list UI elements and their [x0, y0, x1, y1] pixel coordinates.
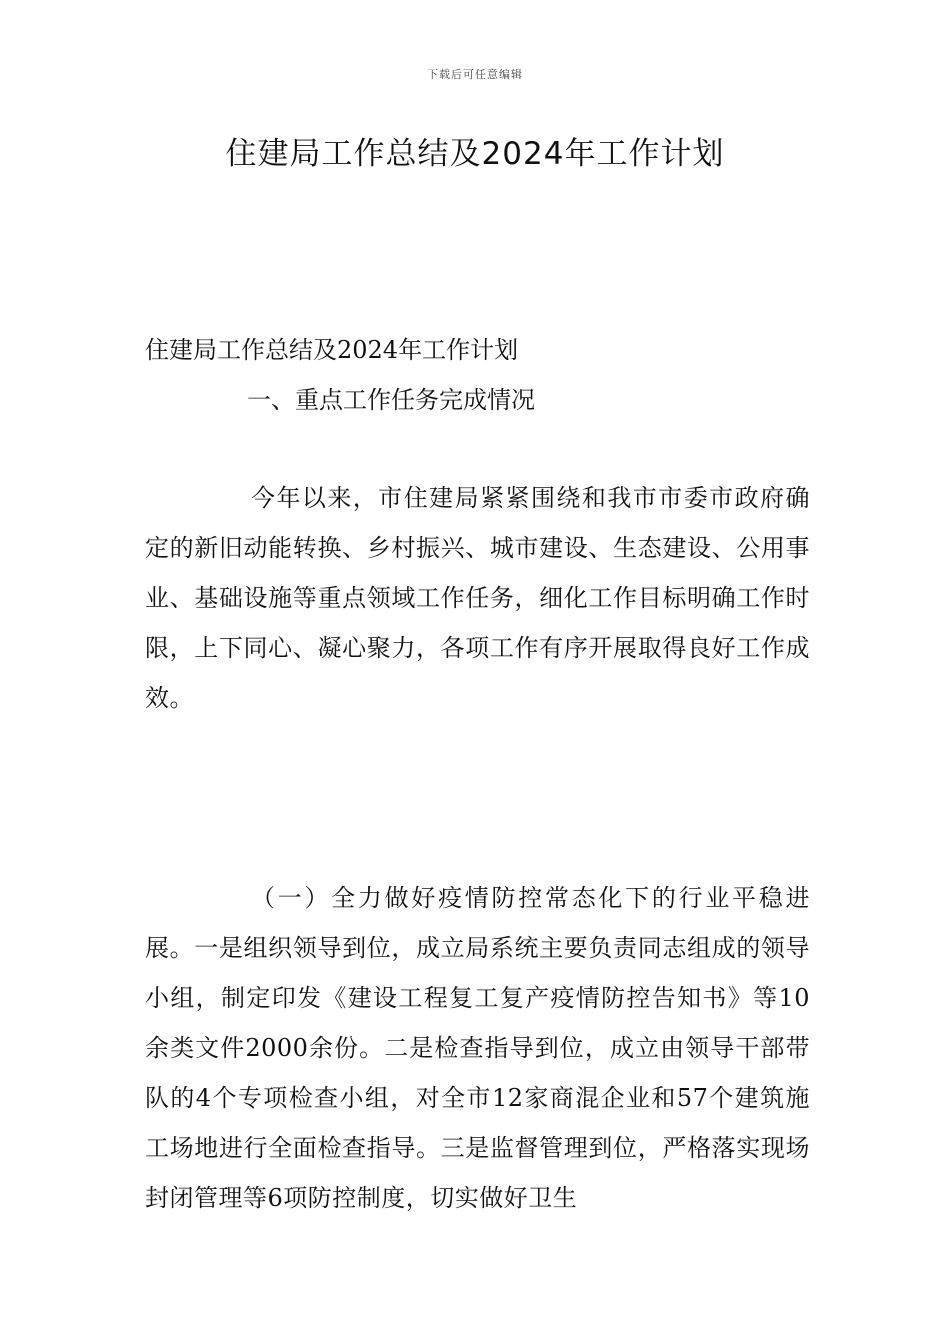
paragraph-intro: 今年以来，市住建局紧紧围绕和我市市委市政府确定的新旧动能转换、乡村振兴、城市建设、生态建设、公用事业、基础设施等重点领域工作任务，细化工作目标明确工作时限，上下同心、凝心聚力，各项工作有序开展取得良好工作成效。	[145, 484, 810, 712]
header-note: 下载后可任意编辑	[427, 68, 523, 81]
section-heading: 一、重点工作任务完成情况	[247, 386, 535, 414]
paragraph-item-1: （一）全力做好疫情防控常态化下的行业平稳进展。一是组织领导到位，成立局系统主要负责同志组成的领导小组，制定印发《建设工程复工复产疫情防控告知书》等10余类文件2000余份。二是检查指导到位，成立由领导干部带队的4个专项检查小组，对全市12家商混企业和57个建筑施工场地进行全面检查指导。三是监督管理到位，严格落实现场封闭管理等6项防控制度，切实做好卫生	[145, 884, 810, 1212]
document-subtitle: 住建局工作总结及2024年工作计划	[145, 336, 519, 364]
document-title: 住建局工作总结及2024年工作计划	[225, 136, 725, 172]
